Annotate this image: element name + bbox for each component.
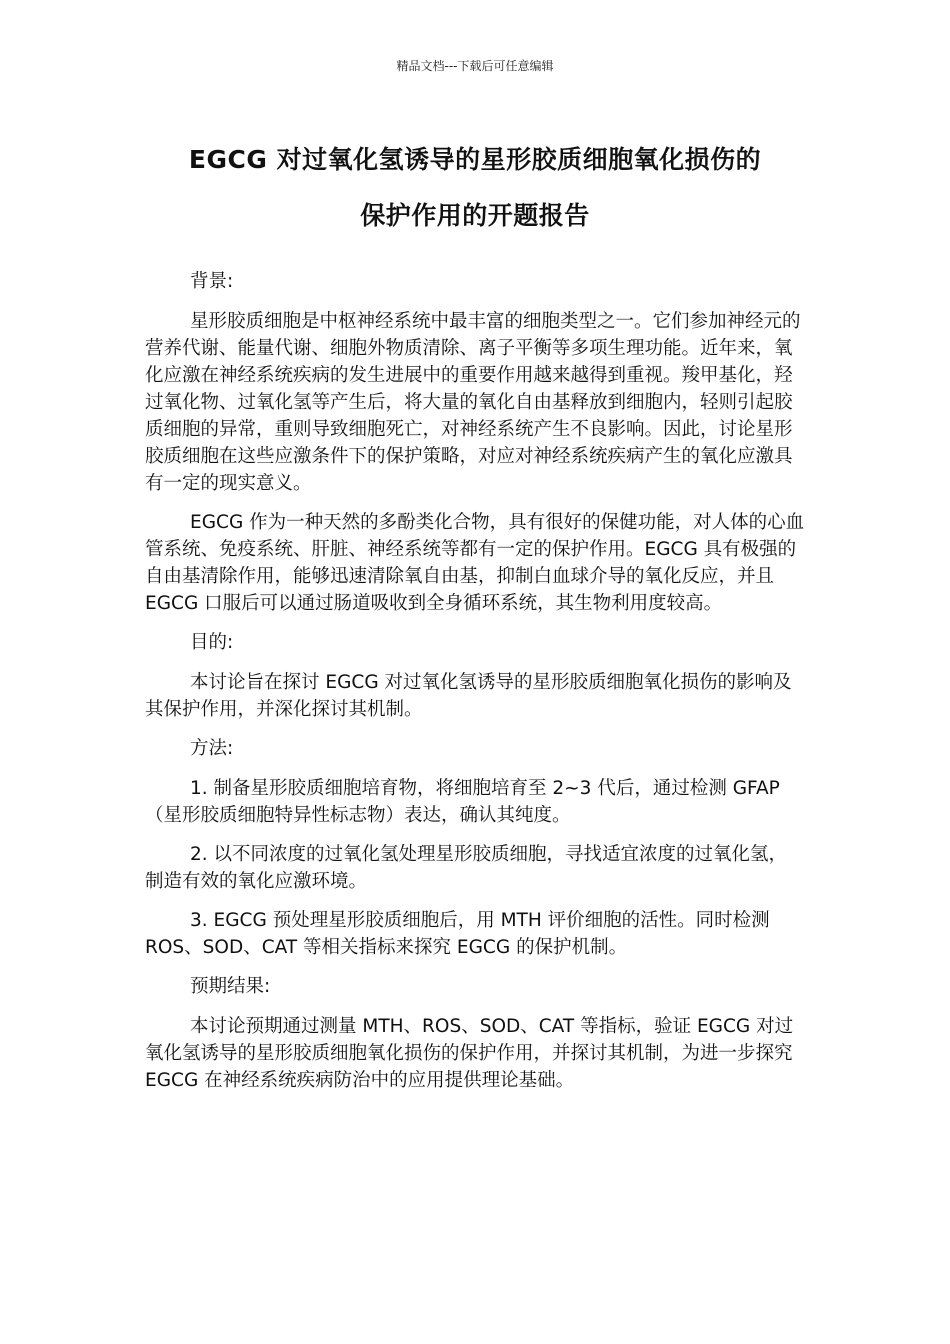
method-heading: 方法:	[190, 738, 234, 759]
background-paragraph-2: EGCG 作为一种天然的多酚类化合物，具有很好的保健功能，对人体的心血管系统、免疫系统、肝脏、神经系统等都有一定的保护作用。EGCG 具有极强的自由基清除作用，能够迅速清除氧自由基，抑制白血球介导的氧化反应，并且 EGCG 口服后可以通过肠道吸收到全身循环系统，其生物利用度较高。	[145, 512, 805, 614]
document-body	[145, 268, 805, 1106]
purpose-paragraph: 本讨论旨在探讨 EGCG 对过氧化氢诱导的星形胶质细胞氧化损伤的影响及其保护作用，并深化探讨其机制。	[145, 672, 792, 720]
background-paragraph-1: 星形胶质细胞是中枢神经系统中最丰富的细胞类型之一。它们参加神经元的营养代谢、能量代谢、细胞外物质清除、离子平衡等多项生理功能。近年来，氧化应激在神经系统疾病的发生进展中的重要作用越来越得到重视。羧甲基化，羟过氧化物、过氧化氢等产生后，将大量的氧化自由基释放到细胞内，轻则引起胶质细胞的异常，重则导致细胞死亡，对神经系统产生不良影响。因此，讨论星形胶质细胞在这些应激条件下的保护策略，对应对神经系统疾病产生的氧化应激具有一定的现实意义。	[145, 311, 801, 494]
page-header-banner: 精品文档---下载后可任意编辑	[396, 59, 554, 73]
method-step-2: 2. 以不同浓度的过氧化氢处理星形胶质细胞，寻找适宜浓度的过氧化氢，制造有效的氧化应激环境。	[145, 844, 788, 892]
title-line-2: 保护作用的开题报告	[360, 201, 590, 230]
method-step-3: 3. EGCG 预处理星形胶质细胞后，用 MTH 评价细胞的活性。同时检测 ROS、SOD、CAT 等相关指标来探究 EGCG 的保护机制。	[145, 910, 770, 958]
expected-result-paragraph: 本讨论预期通过测量 MTH、ROS、SOD、CAT 等指标，验证 EGCG 对过氧化氢诱导的星形胶质细胞氧化损伤的保护作用，并探讨其机制，为进一步探究 EGCG 在神经系统疾病防治中的应用提供理论基础。	[145, 1016, 794, 1091]
expected-result-heading: 预期结果:	[190, 976, 271, 997]
document-title	[110, 132, 840, 244]
title-line-1: EGCG 对过氧化氢诱导的星形胶质细胞氧化损伤的	[188, 145, 762, 174]
method-step-1: 1. 制备星形胶质细胞培育物，将细胞培育至 2~3 代后，通过检测 GFAP（星形胶质细胞特异性标志物）表达，确认其纯度。	[145, 778, 780, 826]
purpose-heading: 目的:	[190, 632, 234, 653]
background-heading: 背景:	[190, 271, 234, 292]
